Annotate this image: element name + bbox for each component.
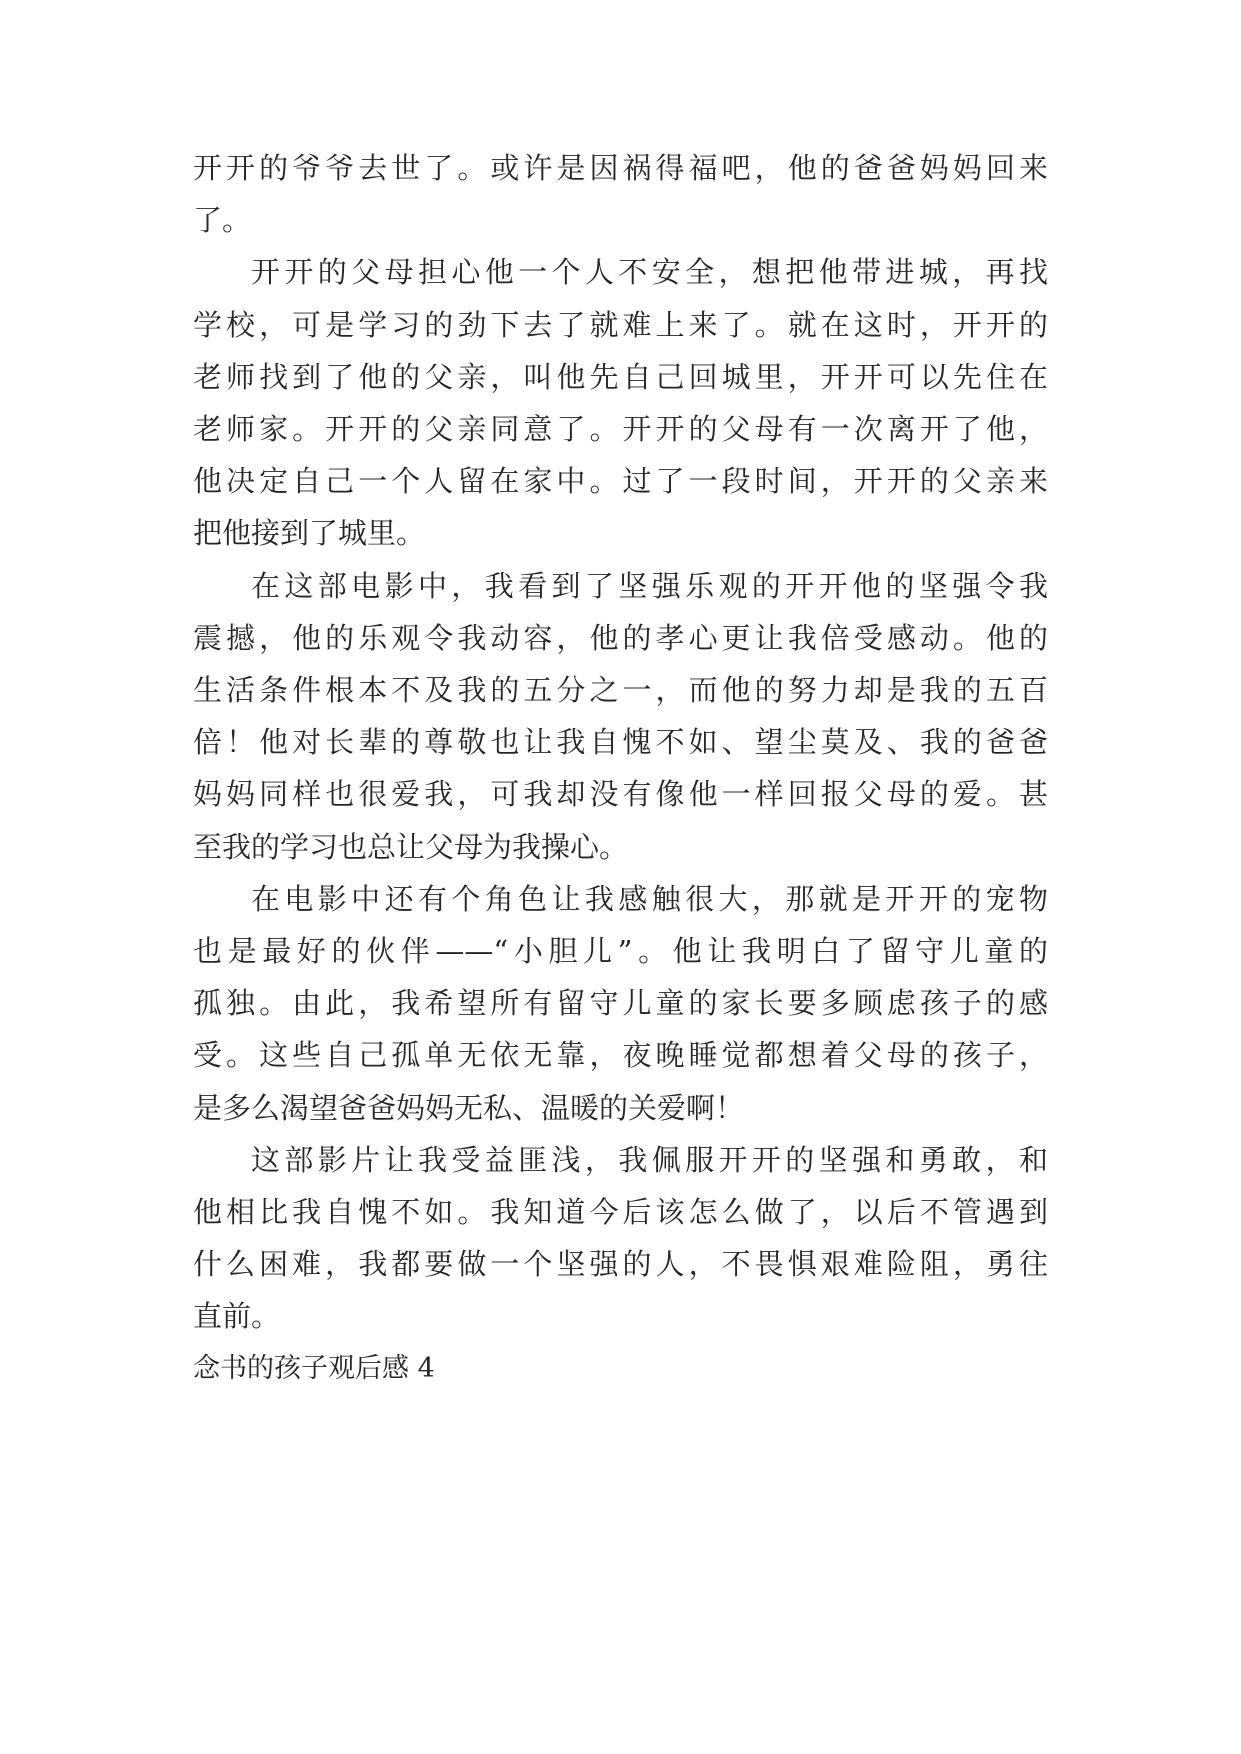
text-line: 是多么渴望爸爸妈妈无私、温暖的关爱啊！ xyxy=(193,1090,745,1125)
text-line: 他决定自己一个人留在家中。过了一段时间，开开的父亲来 xyxy=(193,464,1048,499)
text-line: 生活条件根本不及我的五分之一，而他的努力却是我的五百 xyxy=(193,673,1048,708)
text-line: 他相比我自愧不如。我知道今后该怎么做了，以后不管遇到 xyxy=(193,1195,1048,1230)
paragraph-1 xyxy=(193,142,1048,246)
paragraph-4 xyxy=(193,873,1048,1134)
text-line: 什么困难，我都要做一个坚强的人，不畏惧艰难险阻，勇往 xyxy=(193,1247,1048,1282)
text-line: 在这部电影中，我看到了坚强乐观的开开他的坚强令我 xyxy=(251,568,1048,603)
text-line: 开开的父母担心他一个人不安全，想把他带进城，再找 xyxy=(251,255,1048,290)
text-line: 开开的爷爷去世了。或许是因祸得福吧，他的爸爸妈妈回来 xyxy=(193,151,1048,185)
text-line: 老师家。开开的父亲同意了。开开的父母有一次离开了他， xyxy=(193,412,1048,447)
paragraph-5 xyxy=(193,1134,1048,1343)
text-line: 妈妈同样也很爱我，可我却没有像他一样回报父母的爱。甚 xyxy=(193,777,1048,812)
text-line: 把他接到了城里。 xyxy=(193,516,426,551)
document-body xyxy=(193,142,1048,1395)
text-line: 老师找到了他的父亲，叫他先自己回城里，开开可以先住在 xyxy=(193,359,1048,394)
text-line: 至我的学习也总让父母为我操心。 xyxy=(193,829,629,864)
text-line: 震撼，他的乐观令我动容，他的孝心更让我倍受感动。他的 xyxy=(193,620,1048,655)
text-line: 这部影片让我受益匪浅，我佩服开开的坚强和勇敢，和 xyxy=(251,1142,1048,1177)
text-line: 也是最好的伙伴——“小胆儿”。他让我明白了留守儿童的 xyxy=(193,934,1048,969)
paragraph-3 xyxy=(193,560,1048,873)
text-line: 学校，可是学习的劲下去了就难上来了。就在这时，开开的 xyxy=(193,307,1048,342)
text-line: 孤独。由此，我希望所有留守儿童的家长要多顾虑孩子的感 xyxy=(193,986,1048,1021)
section-heading: 念书的孩子观后感 4 xyxy=(193,1352,435,1384)
text-line: 在电影中还有个角色让我感触很大，那就是开开的宠物 xyxy=(251,881,1048,916)
text-line: 了。 xyxy=(193,203,252,238)
text-line: 受。这些自己孤单无依无靠，夜晚睡觉都想着父母的孩子， xyxy=(193,1038,1048,1073)
text-line: 直前。 xyxy=(193,1299,281,1334)
text-line: 倍！他对长辈的尊敬也让我自愧不如、望尘莫及、我的爸爸 xyxy=(193,725,1048,760)
paragraph-2 xyxy=(193,246,1048,559)
